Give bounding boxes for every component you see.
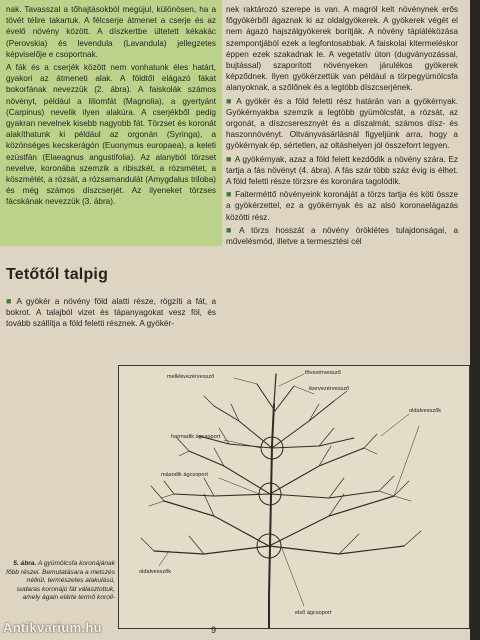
page-number: 9	[211, 625, 217, 635]
section-heading: Tetőtől talpig	[6, 266, 109, 283]
paragraph-text: A gyökérnyak, azaz a föld felett kezdődik a növény szára. Ez tartja a fás növényt (4. ábra). A fás szár több száz évig is élhet. A föld feletti része törzsre és koronára tagolódik.	[226, 154, 458, 187]
left-column-bottom	[6, 296, 216, 332]
figure-caption	[5, 560, 115, 603]
label-first-group: első ágcsoport	[295, 610, 332, 616]
bullet-icon: ■	[226, 189, 233, 200]
paragraph	[226, 96, 458, 152]
page-edge	[470, 0, 480, 640]
tree-diagram	[119, 366, 469, 628]
paragraph	[226, 189, 458, 223]
left-column-top	[6, 4, 216, 210]
tree-figure	[118, 365, 470, 629]
bullet-icon: ■	[6, 296, 14, 306]
paragraph	[226, 154, 458, 188]
caption-title: 5. ábra.	[13, 560, 37, 567]
label-side-leader-left: mellékvezérvessző	[167, 374, 215, 380]
label-side-leader-right: ikervezérvessző	[309, 386, 350, 392]
caption-text: A gyümölcsfa koronájának főbb részei. Bemutatásara a metszés nélkül, természetes alakulású, sudaras koronájú fát választottuk, amely ágain elárte termő koroll-	[6, 560, 115, 601]
paragraph	[6, 296, 216, 330]
right-column	[226, 4, 458, 249]
paragraph-text: A törzs hosszát a növény öröklétes tulajdonságai, a művelésmód, illetve a termesztési cél	[226, 225, 459, 247]
label-third-group: harmadik ágcsoport	[171, 434, 221, 440]
watermark: Antikvarium.hu	[3, 620, 102, 635]
paragraph: nek raktározó szerepe is van. A magról kelt növénynek erős főgyökérből ágaznak ki az oldalgyökerek. A gyökerek végét el nem ágazó hajszálgyökerek borítják. A növény tápláléközása szempontjából ezek a legfontosabbak. A faiskolai kitermeléskor éppen ezek szakadnak le. A vegetatív úton (dugványozással, bujtással) szaporított növényeken járulékos gyökerek képződnek. Ilyen gyökérzettük van például a törpegyümölcsfa alanyoknak, a szőlőnek és a legtöbb díszcserjének.	[226, 5, 458, 93]
label-top-shoot: fővezérvessző	[305, 370, 341, 376]
label-side-shoots: oldalvesszők	[409, 408, 442, 414]
label-second-group: második ágcsoport	[161, 472, 208, 478]
paragraph: A fák és a cserjék között nem vonhatunk éles határt, gyakori az átmeneti alak. A földtől elágazó fákat bokorfának nevezzük (2. ábra). A faiskolák számos növényt, például a liliomfát (Magnolia), a gyertyánt (Carpinus) nevelik ilyen alakúra. A cserjékből pedig gyakran nevelnek kisebb nagyobb fát. Törzset és koronát alakíthatunk ki például az orgonán (Syringa), a közönséges kecskerágón (Euonymus europaea), a keleti ezüstfán (Elaeagnus angustifolia). Az alanyból törzset nevelve, koronába szemzik a ribiszkét, a rózsmétet, a köszmétét, a rózsát, a rózsamandulát (Amygdalus triloba) és még számos díszcserjét. Az ilyeneket törzses fácskának nevezzük (3. ábra).	[6, 63, 216, 207]
bullet-icon: ■	[226, 153, 232, 164]
paragraph-text: Faiterméttő növényeink koronáját a törzs tartja és köti össze a gyökérzettel, ez a gyökérnyak és az alsó koronaelágazás közötti rész.	[226, 190, 459, 222]
paragraph-text: A gyökér és a föld feletti rész határán van a gyökérnyak. Gyökérnyakba szemzik a legtöbb gyümölcsfát, a rózsát, az orgonát, a díszcseresznyét és a díszalmát, számos dísz- és haszonnövényt. Oltványvásárlásnál figyeljünk arra, hogy a gyökérnyak ép, sértetlen, az oltáshelyen jól összeforrt legyen.	[226, 96, 458, 151]
leader-shoot	[274, 374, 276, 404]
bullet-icon: ■	[226, 95, 234, 106]
paragraph: nak. Tavasszal a tőhajtásokból megújul, különösen, ha a tövét télire takartuk. A félcserje átmenet a cserje és az évelő növény között. A díszkertbe ültetett kékakác (Perovskia) és levendula (Lavandula) jellegzetes képviselője e csoportnak.	[6, 5, 216, 59]
label-side-shoots-low: oldalvesszők	[139, 569, 172, 575]
bullet-icon: ■	[226, 224, 237, 235]
paragraph	[226, 225, 458, 247]
paragraph-text: A gyökér a növény föld alatti része, rögzíti a fát, a bokrot. A talajból vizet és tápanyagokat vesz föl, és tovább szállítja a föld feletti résznek. A gyökér-	[6, 297, 216, 329]
